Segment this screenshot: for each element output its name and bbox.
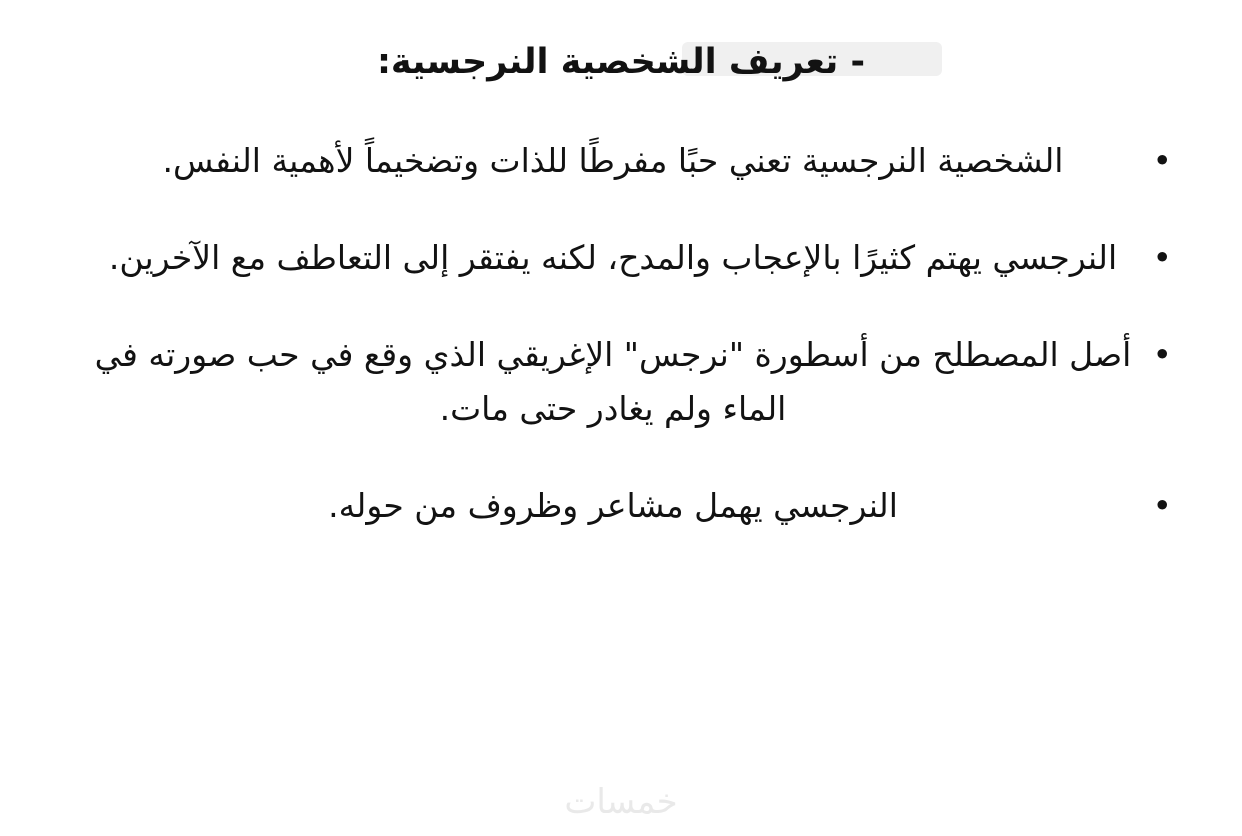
list-item-text: النرجسي يهتم كثيرًا بالإعجاب والمدح، لكنه يفتقر إلى التعاطف مع الآخرين. [108,237,1118,277]
list-item [70,479,1172,532]
bullet-icon: • [1152,335,1172,375]
list-item [70,328,1172,435]
bullet-icon: • [1152,140,1172,180]
list-item [70,231,1172,284]
list-item-text: النرجسي يهمل مشاعر وظروف من حوله. [328,486,898,526]
watermark: خمسات [564,782,678,822]
list-item-text: الشخصية النرجسية تعني حبًا مفرطًا للذات وتضخيماً لأهمية النفس. [162,140,1064,180]
bullet-list [70,86,1172,533]
list-item-text: أصل المصطلح من أسطورة "نرجس" الإغريقي الذي وقع في حب صورته في الماء ولم يغادر حتى مات. [94,335,1132,428]
page-title: - تعريف الشخصية النرجسية: [376,42,866,82]
list-item [70,134,1172,187]
bullet-icon: • [1152,237,1172,277]
bullet-icon: • [1152,486,1172,526]
